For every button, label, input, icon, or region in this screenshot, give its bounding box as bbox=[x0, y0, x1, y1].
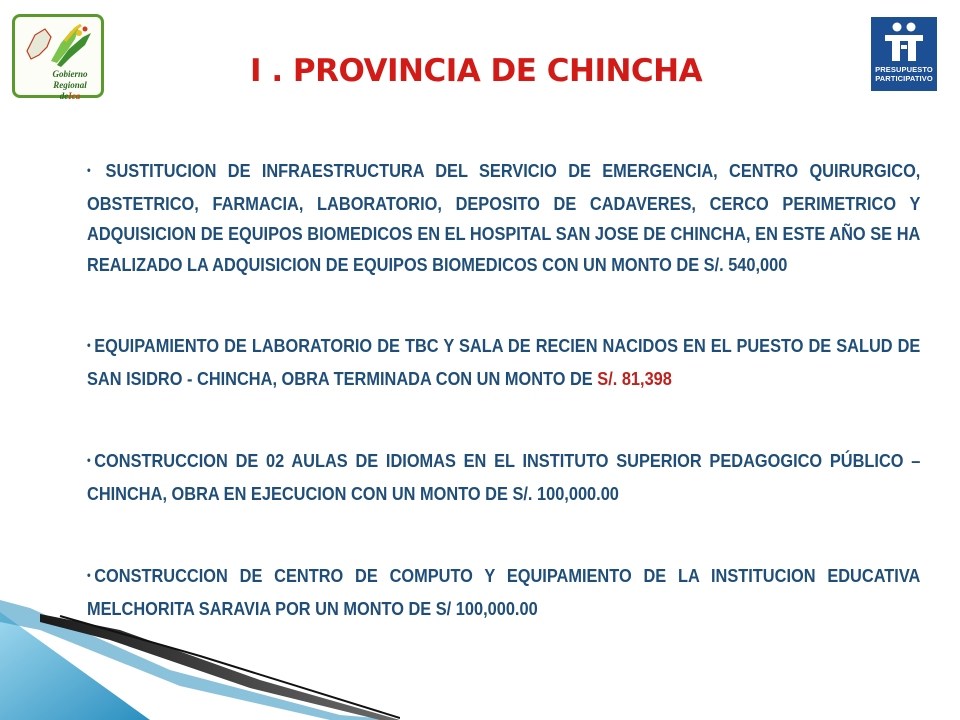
region-map-icon bbox=[21, 21, 99, 73]
bullet-icon: • bbox=[87, 338, 91, 352]
list-item-1 bbox=[87, 156, 920, 280]
logo-line2-prefix: de bbox=[59, 91, 69, 101]
logo-line1: Gobierno Regional bbox=[52, 69, 88, 90]
item-text: SUSTITUCION DE INFRAESTRUCTURA DEL SERVICIO DE EMERGENCIA, CENTRO QUIRURGICO, OBSTETRICO, FARMACIA, LABORATORIO, DEPOSITO DE CADAVERES, CERCO PERIMETRICO Y ADQUISICION DE EQUIPOS BIOMEDICOS EN EL HOSPITAL SAN JOSE DE CHINCHA, EN ESTE AÑO SE HA REALIZADO LA ADQUISICION DE EQUIPOS BIOMEDICOS CON UN MONTO DE S/. 540,000 bbox=[87, 160, 921, 275]
item-text: EQUIPAMIENTO DE LABORATORIO DE TBC Y SALA DE RECIEN NACIDOS EN EL PUESTO DE SALUD DE SAN ISIDRO - CHINCHA, OBRA TERMINADA CON UN MONTO DE bbox=[87, 335, 921, 389]
presupuesto-participativo-logo bbox=[871, 17, 937, 91]
people-group-icon bbox=[881, 21, 927, 63]
slide-title: I . PROVINCIA DE CHINCHA bbox=[250, 53, 703, 89]
bullet-icon: • bbox=[87, 163, 91, 177]
logo-text bbox=[37, 69, 103, 102]
logo-caption-line1: PRESUPUESTO bbox=[875, 65, 933, 74]
item-amount: S/. 81,398 bbox=[597, 367, 672, 389]
logo-line2-name: Ica bbox=[68, 91, 81, 101]
item-text: CONSTRUCCION DE 02 AULAS DE IDIOMAS EN EL INSTITUTO SUPERIOR PEDAGOGICO PÚBLICO – CHINCHA, OBRA EN EJECUCION CON UN MONTO DE S/. 100,000.00 bbox=[87, 450, 921, 504]
gobierno-regional-ica-logo bbox=[12, 14, 104, 101]
list-item-3 bbox=[87, 446, 920, 509]
bullet-icon: • bbox=[87, 568, 91, 582]
logo-caption-line2: PARTICIPATIVO bbox=[875, 74, 933, 83]
list-item-2 bbox=[87, 331, 920, 394]
bullet-icon: • bbox=[87, 453, 91, 467]
decorative-swoosh bbox=[0, 560, 400, 720]
item-text: CONSTRUCCION DE CENTRO DE COMPUTO Y EQUIPAMIENTO DE LA INSTITUCION EDUCATIVA MELCHORITA SARAVIA POR UN MONTO DE S/ 100,000.00 bbox=[87, 565, 921, 619]
logo-caption bbox=[871, 65, 937, 83]
